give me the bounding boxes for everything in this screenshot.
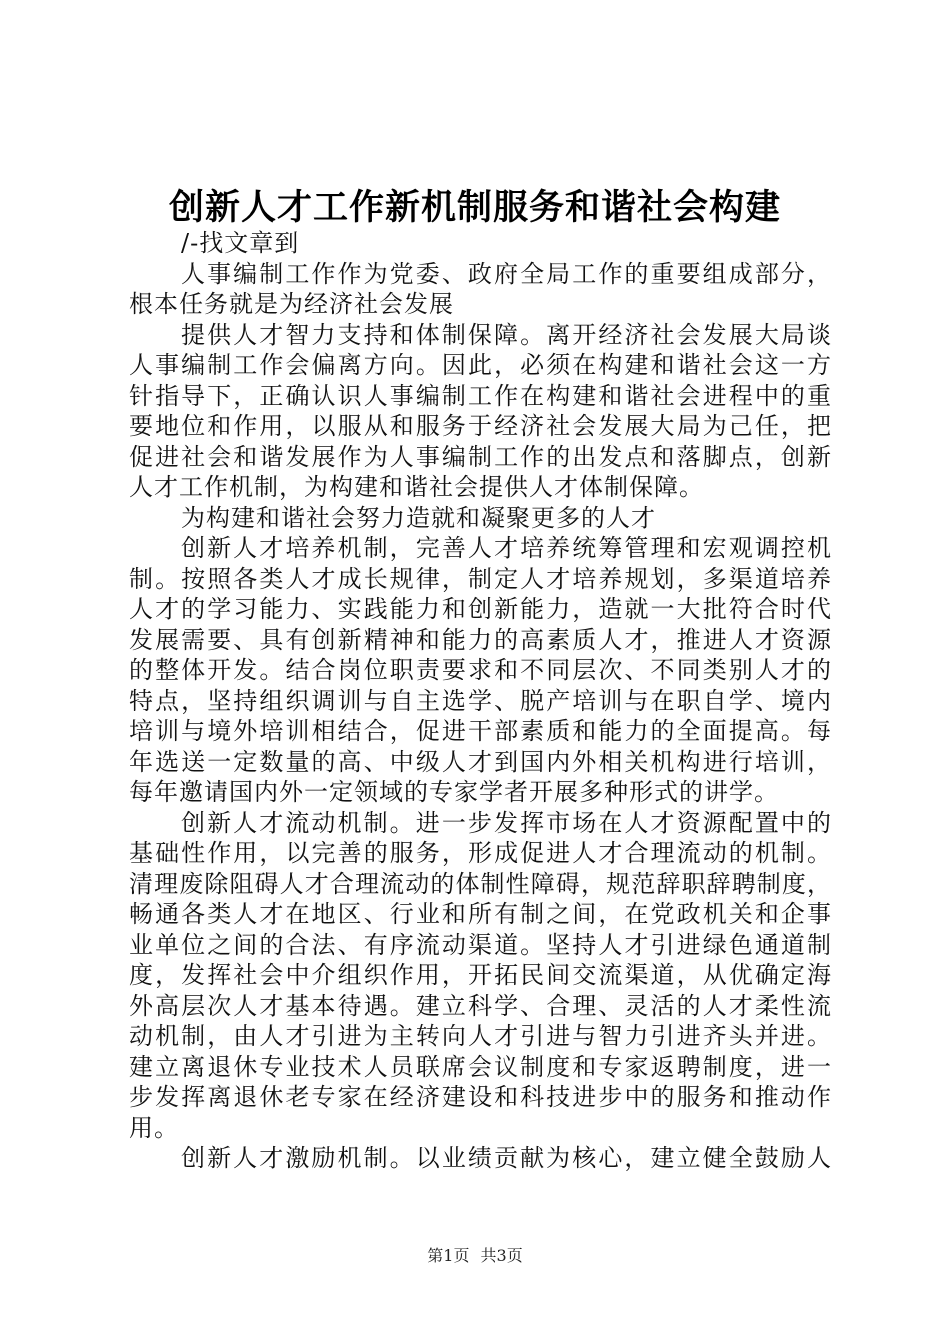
paragraph-line: 特点，坚持组织调训与自主选学、脱产培训与在职自学、境内 [129, 686, 832, 715]
paragraph-line: 发展需要、具有创新精神和能力的高素质人才，推进人才资源 [129, 625, 832, 654]
paragraph-line: 人事编制工作作为党委、政府全局工作的重要组成部分， [181, 259, 832, 288]
paragraph-line: 创新人才激励机制。以业绩贡献为核心，建立健全鼓励人 [181, 1144, 832, 1172]
paragraph-line: 创新人才流动机制。进一步发挥市场在人才资源配置中的 [181, 808, 832, 837]
paragraph-line: 根本任务就是为经济社会发展 [129, 290, 454, 318]
paragraph-line: 基础性作用，以完善的服务，形成促进人才合理流动的机制。 [129, 839, 832, 867]
document-body [129, 228, 832, 1174]
paragraph-line: 创新人才培养机制，完善人才培养统筹管理和宏观调控机 [181, 534, 832, 562]
paragraph-line: 促进社会和谐发展作为人事编制工作的出发点和落脚点，创新 [129, 442, 832, 471]
paragraph-line: 的整体开发。结合岗位职责要求和不同层次、不同类别人才的 [129, 656, 832, 684]
paragraph-line: 建立离退休专业技术人员联席会议制度和专家返聘制度，进一 [129, 1052, 832, 1081]
source-line: /-找文章到 [181, 229, 300, 257]
section-heading: 为构建和谐社会努力造就和凝聚更多的人才 [181, 503, 656, 532]
paragraph-line: 要地位和作用，以服从和服务于经济社会发展大局为己任，把 [129, 412, 832, 440]
page-total: 共3页 [480, 1246, 523, 1265]
paragraph-line: 针指导下，正确认识人事编制工作在构建和谐社会进程中的重 [129, 381, 832, 410]
paragraph-line: 度，发挥社会中介组织作用，开拓民间交流渠道，从优确定海 [129, 961, 832, 989]
paragraph-line: 提供人才智力支持和体制保障。离开经济社会发展大局谈 [181, 320, 832, 349]
page-footer [0, 1244, 950, 1268]
paragraph-line: 畅通各类人才在地区、行业和所有制之间，在党政机关和企事 [129, 900, 832, 928]
paragraph-line: 外高层次人才基本待遇。建立科学、合理、灵活的人才柔性流 [129, 991, 832, 1020]
paragraph-line: 人才的学习能力、实践能力和创新能力，造就一大批符合时代 [129, 595, 832, 623]
paragraph-line: 年选送一定数量的高、中级人才到国内外相关机构进行培训， [129, 747, 832, 776]
paragraph-line: 清理废除阻碍人才合理流动的体制性障碍，规范辞职辞聘制度， [129, 869, 832, 898]
document-title: 创新人才工作新机制服务和谐社会构建 [168, 187, 781, 228]
page-number: 第1页 [427, 1246, 470, 1265]
paragraph-line: 用。 [129, 1113, 179, 1142]
paragraph-line: 业单位之间的合法、有序流动渠道。坚持人才引进绿色通道制 [129, 930, 832, 959]
paragraph-line: 步发挥离退休老专家在经济建设和科技进步中的服务和推动作 [129, 1083, 832, 1111]
paragraph-line: 人事编制工作会偏离方向。因此，必须在构建和谐社会这一方 [129, 351, 832, 379]
paragraph-line: 制。按照各类人才成长规律，制定人才培养规划，多渠道培养 [129, 564, 832, 593]
paragraph-line: 人才工作机制，为构建和谐社会提供人才体制保障。 [129, 473, 704, 501]
paragraph-line: 动机制，由人才引进为主转向人才引进与智力引进齐头并进。 [129, 1022, 832, 1050]
paragraph-line: 每年邀请国内外一定领域的专家学者开展多种形式的讲学。 [129, 778, 779, 806]
paragraph-line: 培训与境外培训相结合，促进干部素质和能力的全面提高。每 [129, 717, 832, 745]
